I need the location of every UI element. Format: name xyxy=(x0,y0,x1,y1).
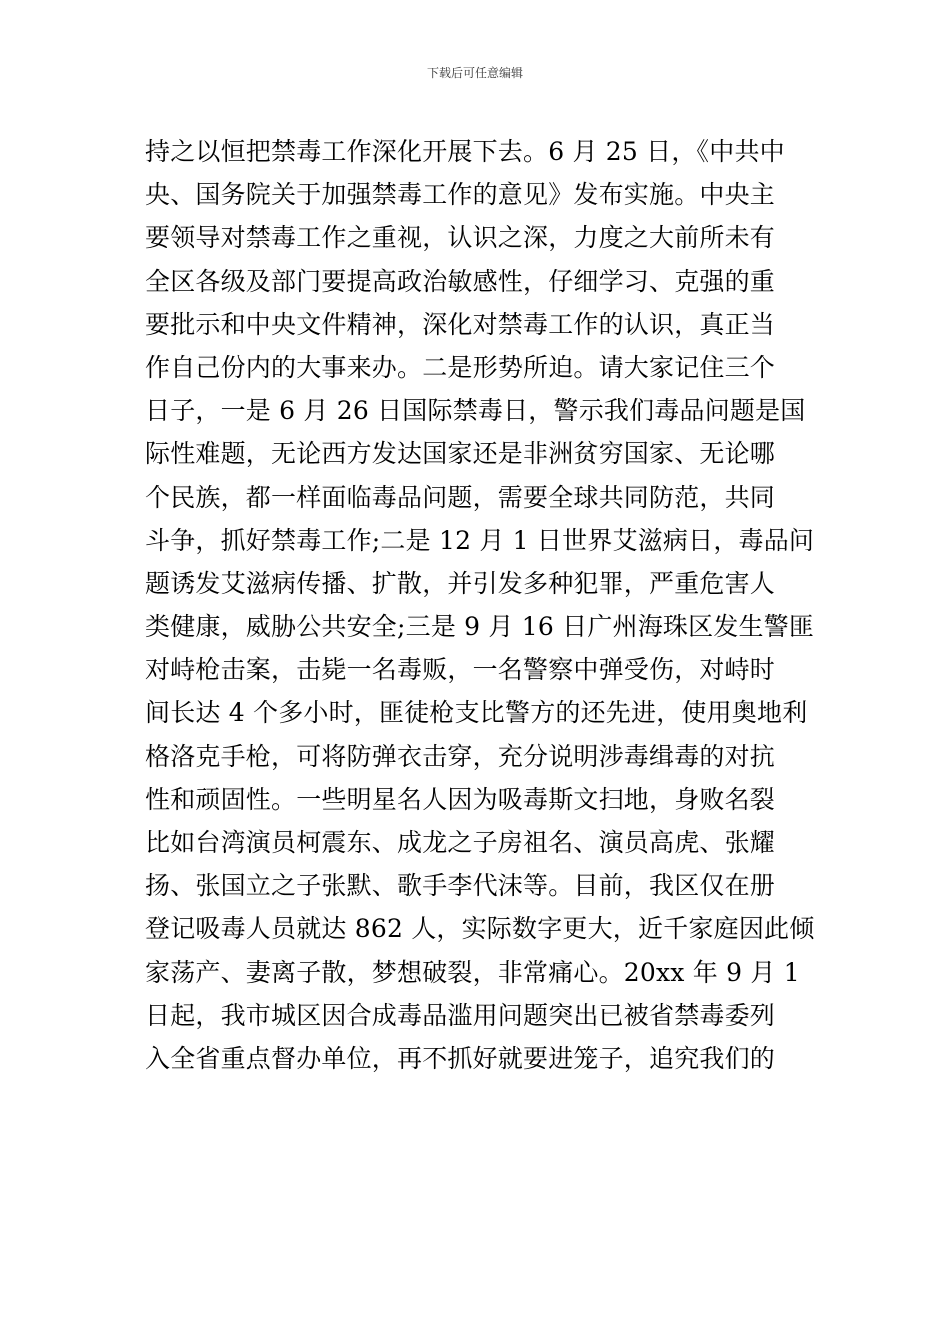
text-line: 斗争，抓好禁毒工作;二是 12 月 1 日世界艾滋病日，毒品问 xyxy=(145,525,815,555)
body-paragraph xyxy=(145,130,815,1080)
text-line: 个民族，都一样面临毒品问题，需要全球共同防范，共同 xyxy=(145,482,776,512)
text-line: 作自己份内的大事来办。二是形势所迫。请大家记住三个 xyxy=(145,352,776,382)
text-line: 日子，一是 6 月 26 日国际禁毒日，警示我们毒品问题是国 xyxy=(145,396,806,426)
text-line: 入全省重点督办单位，再不抓好就要进笼子，追究我们的 xyxy=(145,1043,776,1073)
text-line: 比如台湾演员柯震东、成龙之子房祖名、演员高虎、张耀 xyxy=(145,828,776,857)
text-line: 持之以恒把禁毒工作深化开展下去。6 月 25 日，《中共中 xyxy=(145,137,785,166)
text-line: 类健康，威胁公共安全;三是 9 月 16 日广州海珠区发生警匪 xyxy=(145,612,815,642)
text-line: 格洛克手枪，可将防弹衣击穿，充分说明涉毒缉毒的对抗 xyxy=(145,741,776,771)
text-line: 扬、张国立之子张默、歌手李代沫等。目前，我区仅在册 xyxy=(145,871,776,901)
text-line: 对峙枪击案，击毙一名毒贩，一名警察中弹受伤，对峙时 xyxy=(145,655,776,685)
text-line: 性和顽固性。一些明星名人因为吸毒斯文扫地，身败名裂 xyxy=(145,784,776,814)
text-line: 要领导对禁毒工作之重视，认识之深，力度之大前所未有 xyxy=(145,223,776,253)
text-line: 日起，我市城区因合成毒品滥用问题突出已被省禁毒委列 xyxy=(145,1000,776,1030)
page-header: 下载后可任意编辑 xyxy=(426,66,523,80)
text-line: 登记吸毒人员就达 862 人，实际数字更大，近千家庭因此倾 xyxy=(145,914,815,944)
text-line: 题诱发艾滋病传播、扩散，并引发多种犯罪，严重危害人 xyxy=(145,568,776,598)
text-line: 全区各级及部门要提高政治敏感性，仔细学习、克强的重 xyxy=(145,266,776,296)
text-line: 家荡产、妻离子散，梦想破裂，非常痛心。20xx 年 9 月 1 xyxy=(145,957,800,987)
text-line: 际性难题，无论西方发达国家还是非洲贫穷国家、无论哪 xyxy=(145,439,776,469)
text-line: 央、国务院关于加强禁毒工作的意见》发布实施。中央主 xyxy=(145,180,776,210)
text-line: 间长达 4 个多小时，匪徒枪支比警方的还先进，使用奥地利 xyxy=(145,698,808,728)
text-line: 要批示和中央文件精神，深化对禁毒工作的认识，真正当 xyxy=(145,309,776,339)
